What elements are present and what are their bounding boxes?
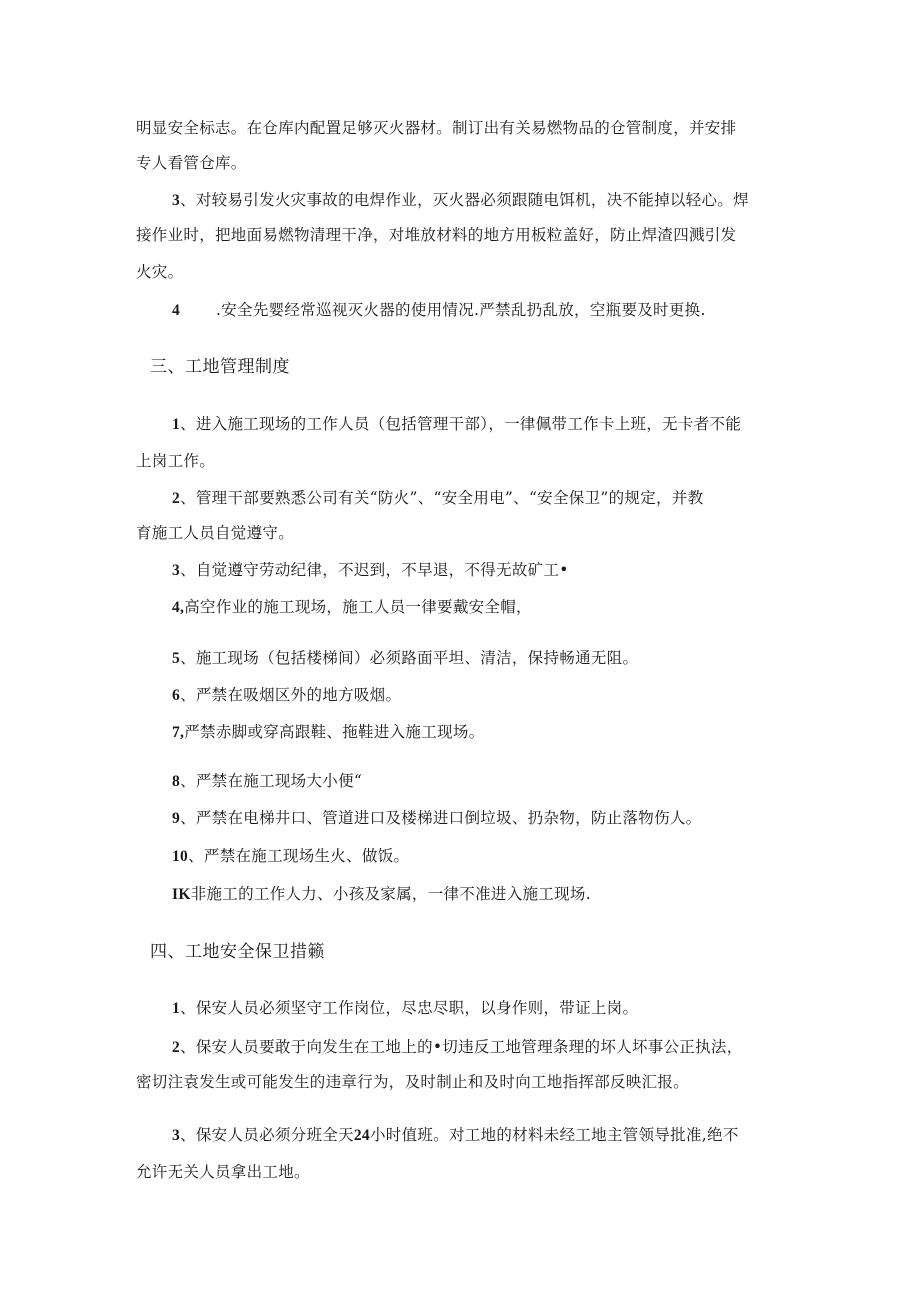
item-number: 1 (172, 1000, 181, 1017)
hours-number: 24 (353, 1127, 370, 1144)
s3-item2-line2: 育施工人员自觉遵守。 (136, 524, 295, 542)
item-number: 8 (172, 773, 181, 790)
s3-item1-line2: 上岗工作。 (136, 452, 216, 470)
item-number: 3 (172, 1127, 181, 1144)
s3-item9: 9、严禁在电梯井口、管道进口及楼梯进口倒垃圾、扔杂物，防止落物伤人。 (172, 809, 702, 827)
s3-item10: 10、严禁在施工现场生火、做饭。 (172, 847, 410, 865)
s3-item4: 4,高空作业的施工现场，施工人员一律要戴安全帽， (172, 598, 532, 616)
s3-item3: 3、自觉遵守劳动纪律，不迟到，不早退，不得无故矿工• (172, 561, 569, 579)
item-number: 2 (172, 1039, 181, 1056)
s2-item2-line1: 明显安全标志。在仓库内配置足够灭火器材。制订出有关易燃物品的仓管制度，并安排 (136, 119, 737, 137)
s3-item2-line1: 2、管理干部要熟悉公司有关“防火”、“安全用电”、“安全保卫”的规定，并教 (172, 489, 704, 507)
item-number: IK (172, 886, 191, 903)
item-number: 4 (172, 302, 181, 319)
s3-item6: 6、严禁在吸烟区外的地方吸烟。 (172, 686, 402, 704)
item-number: 7, (172, 724, 185, 741)
item-number: 6 (172, 687, 181, 704)
s3-item5: 5、施工现场（包括楼梯间）必须路面平坦、清洁，保持畅通无阻。 (172, 649, 639, 667)
item-number: 9 (172, 810, 181, 827)
s2-item3-line3: 火灾。 (136, 263, 184, 281)
s2-item4: 4 .安全先婴经常巡视灭火器的使用情况.严禁乱扔乱放，空瓶要及时更换. (172, 299, 796, 322)
item-number: 4, (172, 599, 185, 616)
section3-heading: 三、工地管理制度 (150, 357, 290, 377)
s4-item2-line1: 2、保安人员要敢于向发生在工地上的•切违反工地管理条理的坏人坏事公正执法， (172, 1038, 743, 1056)
s2-item3-line2: 接作业时，把地面易燃物清理干净，对堆放材料的地方用板粒盖好，防止焊渣四溅引发 (136, 226, 737, 244)
s4-item1: 1、保安人员必须坚守工作岗位，尽忠尽职，以身作则，带证上岗。 (172, 999, 639, 1017)
s2-item2-line2: 专人看管仓库。 (136, 154, 247, 172)
s4-item3-line1: 3、保安人员必须分班全天24小时值班。对工地的材料未经工地主管领导批准,绝不 (172, 1126, 739, 1144)
item-number: 3 (172, 562, 181, 579)
s3-item1-line1: 1、进入施工现场的工作人员（包括管理干部），一律佩带工作卡上班，无卡者不能 (172, 415, 742, 433)
section4-heading: 四、工地安全保卫措籁 (150, 942, 325, 962)
s3-item11: IK非施工的工作人力、小孩及家属，一律不准进入施工现场. (172, 885, 591, 903)
s2-item3-line1: 3、对较易引发火灾事故的电焊作业，灭火器必须跟随电饵机，决不能掉以轻心。焊 (172, 191, 749, 209)
s3-item8: 8、严禁在施工现场大小便“ (172, 772, 363, 790)
s4-item2-line2: 密切注袁发生或可能发生的违章行为，及时制止和及时向工地指挥部反映汇报。 (136, 1073, 690, 1091)
s3-item7: 7,严禁赤脚或穿高跟鞋、拖鞋进入施工现场。 (172, 723, 485, 741)
item-number: 10 (172, 848, 189, 865)
item-number: 3 (172, 192, 181, 209)
s4-item3-line2: 允许无关人员拿出工地。 (136, 1163, 310, 1181)
item-number: 2 (172, 490, 181, 507)
item-number: 1 (172, 416, 181, 433)
item-number: 5 (172, 650, 181, 667)
